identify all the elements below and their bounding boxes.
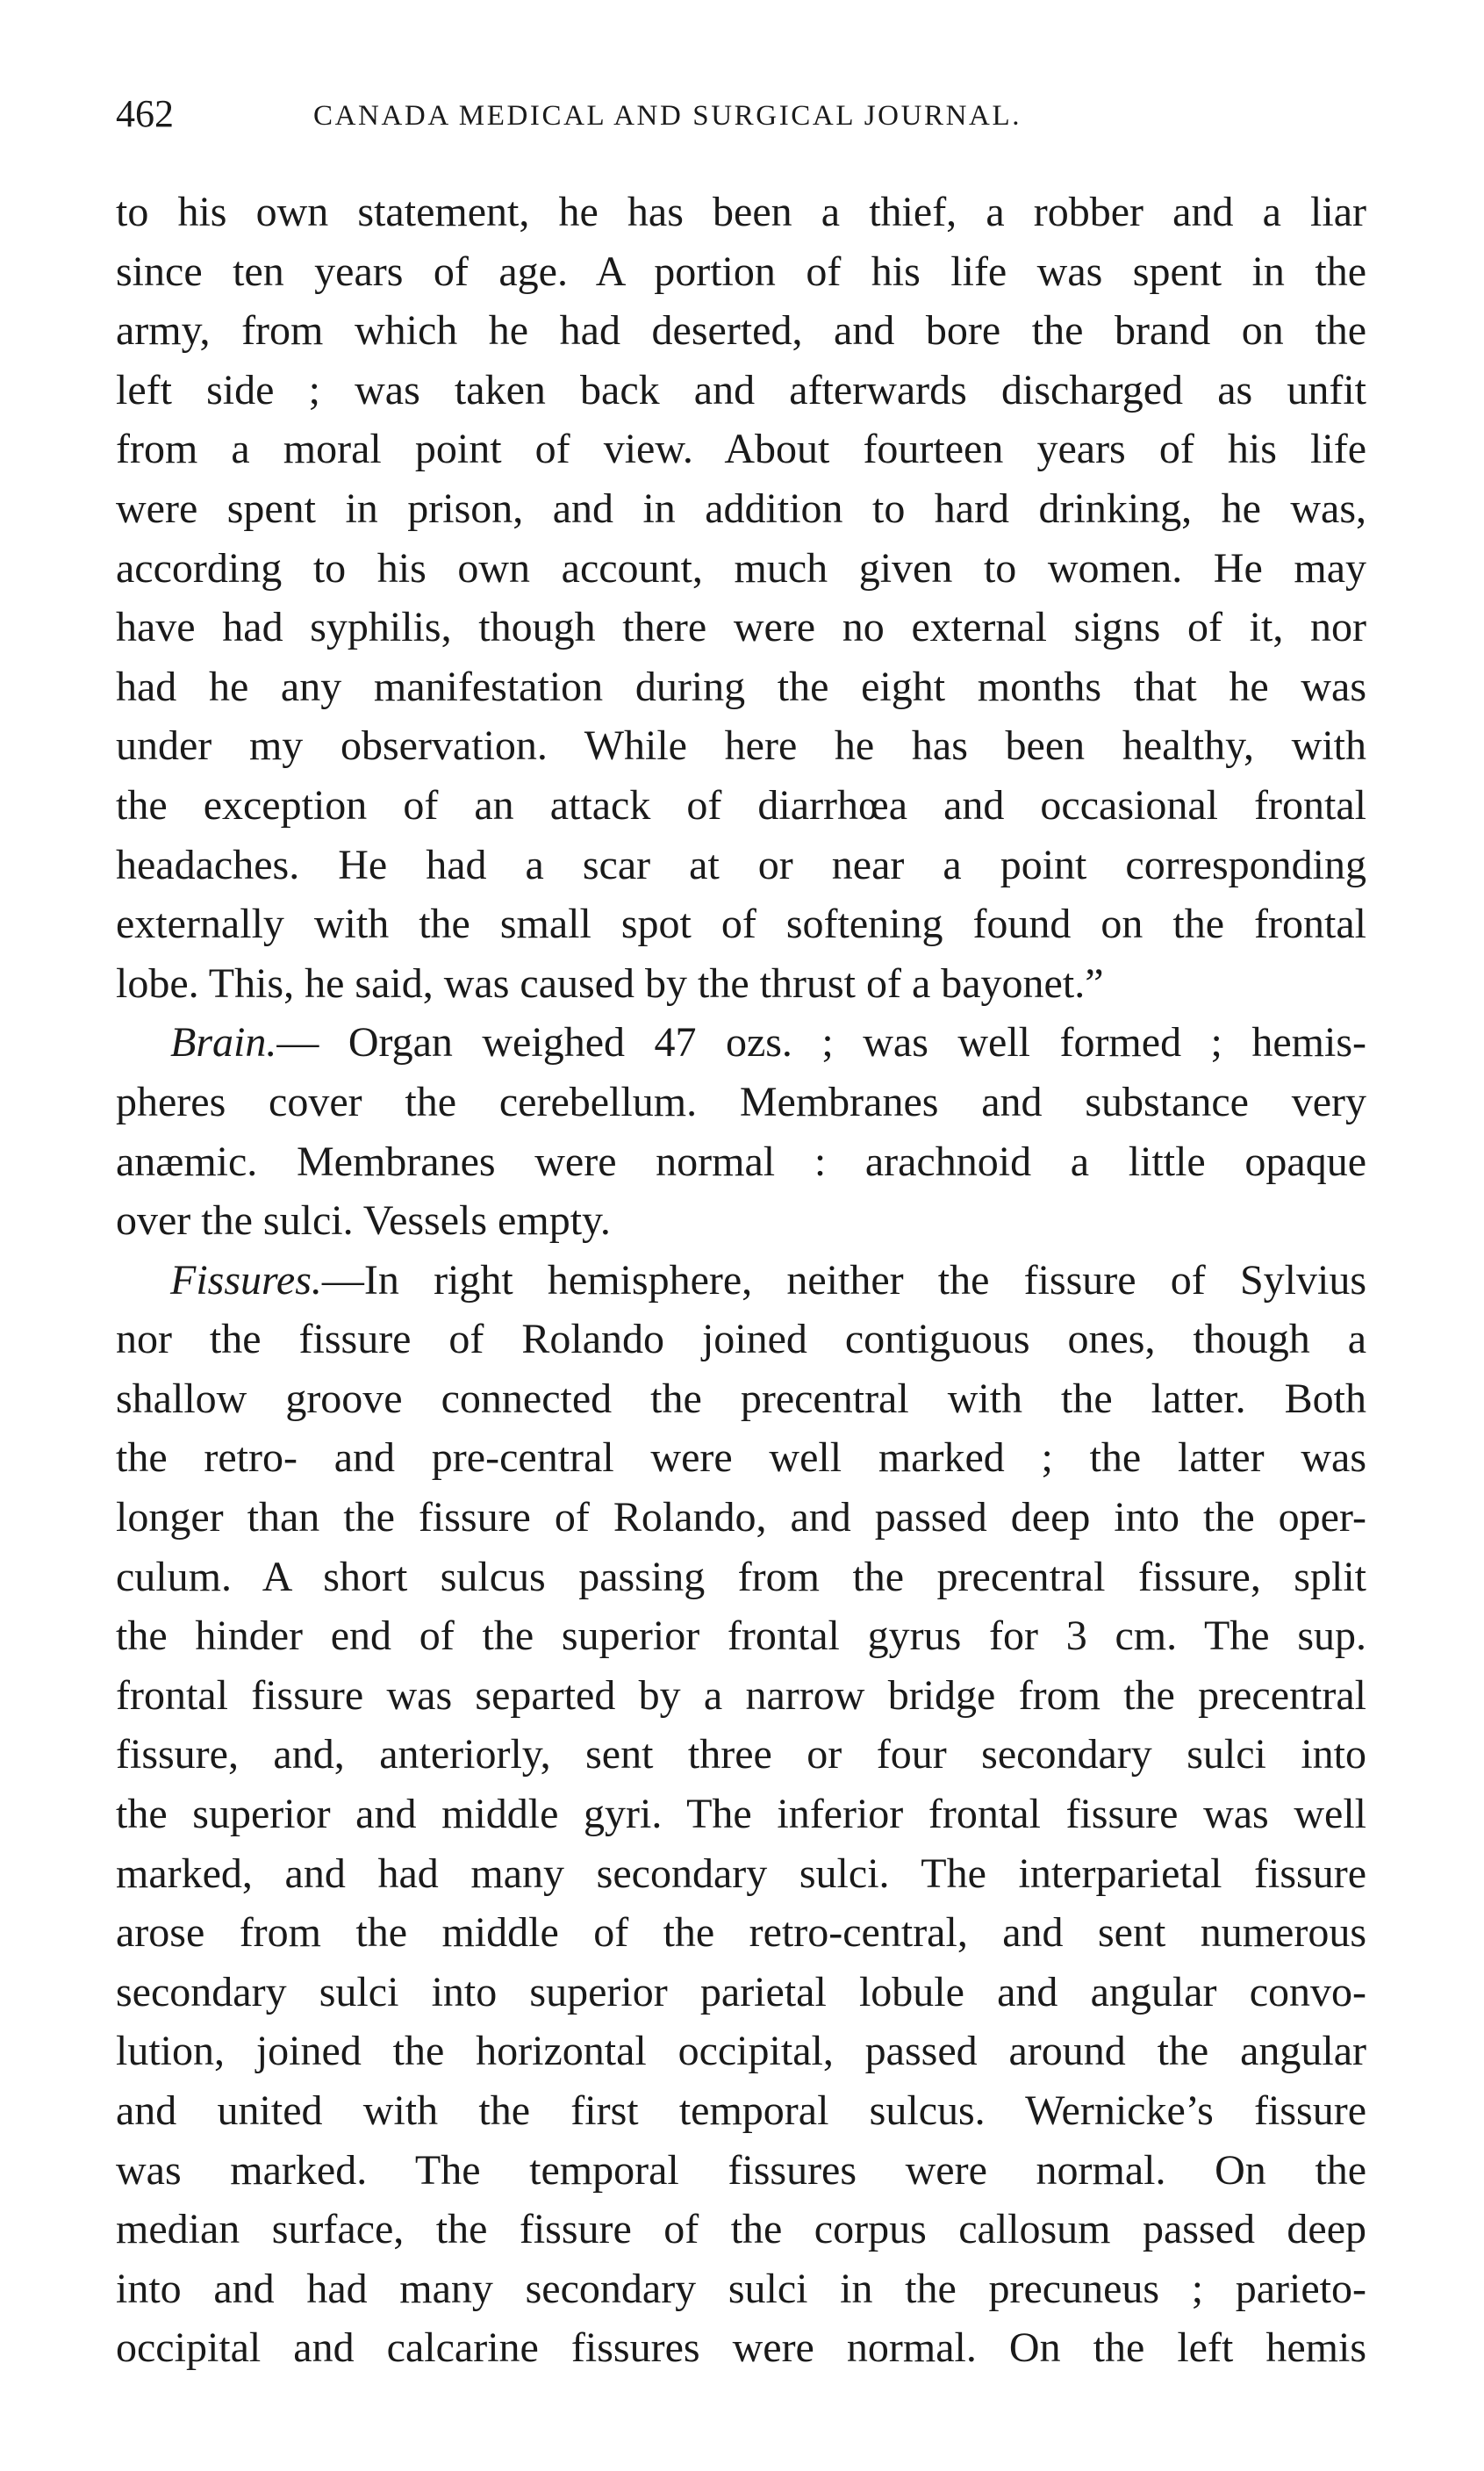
text-line: occipital and calcarine fissures were normal. On the left hemis — [116, 2324, 1366, 2372]
text-line: to his own statement, he has been a thief, a robber and a liar — [116, 189, 1366, 235]
text-line: were spent in prison, and in addition to hard drinking, he was, — [116, 485, 1366, 532]
text-line: externally with the small spot of softening found on the frontal — [116, 901, 1366, 948]
text-line: fissure, and, anteriorly, sent three or four secondary sulci into — [116, 1731, 1366, 1778]
text-line: from a moral point of view. About fourteen years of his life — [116, 426, 1366, 473]
page-number: 462 — [116, 92, 174, 135]
text-line: and united with the first temporal sulcus. Wernicke’s fissure — [116, 2087, 1366, 2134]
text-line: lobe. This, he said, was caused by the thrust of a bayonet.” — [116, 959, 1104, 1007]
text-run: —In right hemisphere, neither the fissure of Sylvius — [321, 1256, 1366, 1304]
text-line: culum. A short sulcus passing from the precentral fissure, split — [116, 1553, 1366, 1600]
text-line: the exception of an attack of diarrhœa and occasional frontal — [116, 781, 1366, 829]
text-line: headaches. He had a scar at or near a point corresponding — [116, 841, 1366, 888]
text-line: the retro- and pre-central were well marked ; the latter was — [116, 1434, 1366, 1482]
text-line: the superior and middle gyri. The inferior frontal fissure was well — [116, 1791, 1366, 1838]
journal-title: CANADA MEDICAL AND SURGICAL JOURNAL. — [313, 100, 1022, 132]
text-line: anæmic. Membranes were normal : arachnoid a little opaque — [116, 1138, 1366, 1185]
text-line: marked, and had many secondary sulci. The interparietal fissure — [116, 1850, 1366, 1897]
text-line: shallow groove connected the precentral with the latter. Both — [116, 1375, 1366, 1422]
paragraph-fissures — [116, 1251, 1366, 2378]
text-line: had he any manifestation during the eight months that he was — [116, 663, 1366, 710]
text-line: under my observation. While here he has been healthy, with — [116, 722, 1366, 770]
text-line: lution, joined the horizontal occipital, passed around the angular — [116, 2028, 1366, 2075]
text-line: the hinder end of the superior frontal gyrus for 3 cm. The sup. — [116, 1613, 1366, 1660]
text-line: pheres cover the cerebellum. Membranes and substance very — [116, 1078, 1366, 1125]
text-line — [116, 1251, 1366, 1311]
text-line: since ten years of age. A portion of his life was spent in the — [116, 248, 1366, 295]
text-line: according to his own account, much given to women. He may — [116, 544, 1366, 592]
section-heading-brain: Brain. — [170, 1019, 277, 1067]
text-line: secondary sulci into superior parietal lobule and angular convo- — [116, 1968, 1366, 2015]
body-text — [116, 183, 1366, 2378]
text-line — [116, 1013, 1366, 1073]
text-line: into and had many secondary sulci in the precuneus ; parieto- — [116, 2265, 1366, 2312]
text-line: have had syphilis, though there were no external signs of it, nor — [116, 604, 1366, 651]
text-line: left side ; was taken back and afterwards discharged as unfit — [116, 366, 1366, 413]
text-line: army, from which he had deserted, and bore the brand on the — [116, 307, 1366, 355]
text-line: frontal fissure was separted by a narrow bridge from the precentral — [116, 1671, 1366, 1719]
text-line: nor the fissure of Rolando joined contiguous ones, though a — [116, 1316, 1366, 1363]
text-line: arose from the middle of the retro-central, and sent numerous — [116, 1909, 1366, 1957]
text-run: — Organ weighed 47 ozs. ; was well formed ; hemis- — [276, 1019, 1366, 1067]
text-line: was marked. The temporal fissures were normal. On the — [116, 2146, 1366, 2194]
paragraph-brain — [116, 1013, 1366, 1250]
paragraph-case-history — [116, 183, 1366, 1013]
text-line: median surface, the fissure of the corpus callosum passed deep — [116, 2206, 1366, 2253]
text-line: longer than the fissure of Rolando, and passed deep into the oper- — [116, 1494, 1366, 1541]
section-heading-fissures: Fissures. — [170, 1256, 322, 1304]
text-line: over the sulci. Vessels empty. — [116, 1197, 611, 1245]
running-head — [116, 88, 1362, 140]
